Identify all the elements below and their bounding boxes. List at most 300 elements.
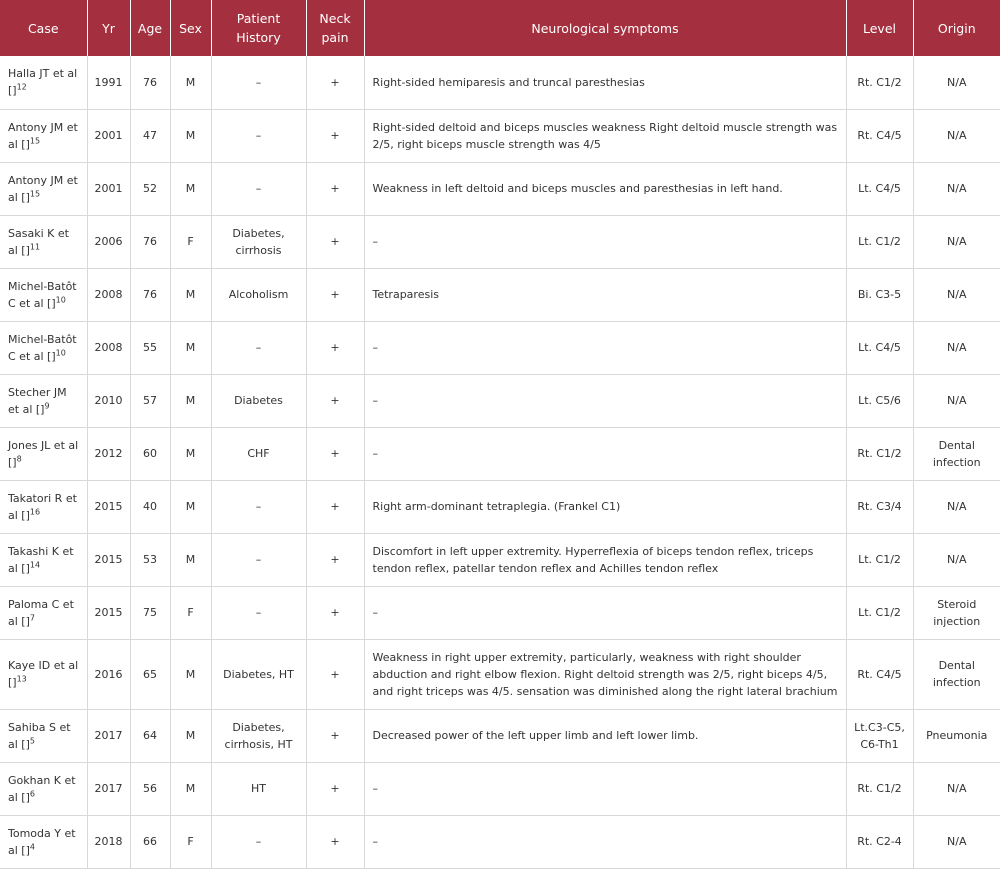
table-row: [0, 321, 1000, 374]
cell-year: [87, 639, 130, 709]
cell-neck-pain-text: +: [330, 447, 340, 460]
cell-sex: [170, 815, 211, 868]
cell-case: [0, 427, 87, 480]
reference-number[interactable]: 5: [29, 735, 35, 745]
cell-year: [87, 56, 130, 109]
cell-neck-pain: [306, 533, 364, 586]
cell-age: [130, 709, 170, 762]
reference-number[interactable]: 8: [16, 453, 22, 463]
cell-year-text: 2001: [94, 182, 123, 195]
cell-year: [87, 109, 130, 162]
cell-symptoms-text: –: [372, 341, 378, 354]
cell-origin-text: N/A: [947, 341, 967, 354]
cell-year: [87, 215, 130, 268]
cell-symptoms: [364, 533, 846, 586]
cell-symptoms-text: –: [372, 235, 378, 248]
cell-age-text: 65: [143, 667, 157, 681]
cell-origin-text: Steroid injection: [933, 597, 981, 628]
cell-year-text: 2001: [94, 129, 123, 142]
cell-level: [846, 533, 913, 586]
cell-neck-pain-text: +: [330, 129, 340, 142]
cell-case: [0, 639, 87, 709]
cell-patient-history: [211, 56, 306, 109]
cell-patient-history: [211, 109, 306, 162]
cell-year: [87, 709, 130, 762]
cell-symptoms-text: Right arm-dominant tetraplegia. (Frankel C1): [372, 500, 621, 513]
cell-year-text: 2008: [94, 341, 123, 354]
cell-age-text: 52: [143, 182, 157, 195]
cell-age-text: 76: [143, 235, 157, 248]
cell-age-text: 66: [143, 835, 157, 848]
cell-sex: [170, 533, 211, 586]
cell-year-text: 2012: [94, 447, 123, 460]
cell-case: [0, 815, 87, 868]
cell-sex: [170, 56, 211, 109]
cell-year-text: 2018: [94, 835, 123, 848]
table-header: [0, 0, 1000, 56]
reference-number[interactable]: 15: [29, 135, 41, 145]
table-row: [0, 639, 1000, 709]
cell-sex-text: M: [185, 75, 196, 89]
cell-symptoms-text: Tetraparesis: [372, 288, 439, 301]
cell-level-text: Rt. C1/2: [857, 75, 902, 89]
cell-origin: [913, 815, 1000, 868]
cell-year-text: 2008: [94, 288, 123, 301]
cell-patient-history-text: –: [255, 129, 262, 142]
cell-level-text: Rt. C4/5: [857, 129, 902, 142]
cell-year: [87, 427, 130, 480]
reference-number[interactable]: 13: [16, 674, 27, 684]
cell-case: [0, 162, 87, 215]
cell-level: [846, 639, 913, 709]
cell-year-text: 2015: [94, 500, 123, 513]
cell-neck-pain: [306, 374, 364, 427]
table-body: [0, 56, 1000, 868]
cell-age-text: 57: [143, 394, 157, 407]
table-row: [0, 109, 1000, 162]
cell-sex: [170, 215, 211, 268]
cell-age: [130, 268, 170, 321]
cell-level: [846, 215, 913, 268]
cell-year-text: 1991: [94, 75, 123, 89]
cell-symptoms: [364, 162, 846, 215]
cell-case-text: Sasaki K et al []: [8, 226, 69, 257]
cell-origin-text: N/A: [947, 288, 967, 301]
cell-year-text: 2010: [94, 394, 123, 407]
cell-neck-pain-text: +: [330, 288, 340, 301]
cell-symptoms: [364, 215, 846, 268]
cell-sex-text: M: [185, 729, 196, 742]
cell-sex: [170, 586, 211, 639]
cell-symptoms-text: Weakness in left deltoid and biceps muscles and paresthesias in left hand.: [372, 182, 783, 195]
cell-neck-pain: [306, 639, 364, 709]
cell-level-text: Rt. C4/5: [857, 667, 902, 681]
cell-symptoms: [364, 480, 846, 533]
cell-patient-history: [211, 427, 306, 480]
cell-patient-history: [211, 533, 306, 586]
cell-case: [0, 709, 87, 762]
reference-number[interactable]: 16: [29, 506, 41, 516]
cell-symptoms: [364, 815, 846, 868]
cell-neck-pain-text: +: [330, 394, 340, 407]
cell-age: [130, 321, 170, 374]
table-row: [0, 815, 1000, 868]
cell-level: [846, 815, 913, 868]
reference-number[interactable]: 10: [55, 294, 66, 304]
cell-origin-text: N/A: [947, 182, 967, 195]
cell-case-text: Halla JT et al []: [8, 67, 78, 98]
cell-age-text: 53: [143, 553, 157, 566]
cell-sex-text: M: [185, 500, 196, 513]
cell-patient-history: [211, 762, 306, 815]
cell-year: [87, 815, 130, 868]
cell-sex: [170, 268, 211, 321]
cell-patient-history-text: –: [255, 75, 262, 89]
cell-neck-pain: [306, 480, 364, 533]
header-symptoms: Neurological symptoms: [364, 0, 846, 56]
cell-age: [130, 374, 170, 427]
table-row: [0, 162, 1000, 215]
cell-case-text: Stecher JM et al []: [8, 385, 67, 416]
cell-symptoms-text: –: [372, 447, 378, 460]
cell-neck-pain-text: +: [330, 606, 340, 619]
cell-level-text: Lt. C1/2: [858, 553, 901, 566]
cell-patient-history: [211, 268, 306, 321]
cell-case: [0, 215, 87, 268]
table-row: [0, 56, 1000, 109]
cell-case-text: Paloma C et al []: [8, 597, 74, 628]
cell-symptoms: [364, 56, 846, 109]
cell-neck-pain-text: +: [330, 500, 340, 513]
cell-neck-pain: [306, 56, 364, 109]
cell-symptoms: [364, 109, 846, 162]
reference-number[interactable]: 11: [29, 241, 41, 251]
cell-symptoms: [364, 709, 846, 762]
cell-origin: [913, 374, 1000, 427]
cell-year-text: 2006: [94, 235, 123, 248]
table-row: [0, 268, 1000, 321]
cell-level: [846, 427, 913, 480]
header-level: Level: [846, 0, 913, 56]
cell-level: [846, 709, 913, 762]
cell-sex-text: M: [185, 553, 196, 566]
cell-age: [130, 480, 170, 533]
cell-level-text: Rt. C2-4: [857, 835, 902, 848]
cell-symptoms: [364, 639, 846, 709]
cell-neck-pain: [306, 709, 364, 762]
cell-origin: [913, 268, 1000, 321]
cell-case-text: Michel-Batôt C et al []: [8, 279, 77, 310]
cell-symptoms: [364, 762, 846, 815]
cell-symptoms: [364, 374, 846, 427]
table-row: [0, 762, 1000, 815]
cell-case: [0, 321, 87, 374]
cell-symptoms: [364, 268, 846, 321]
cell-sex: [170, 162, 211, 215]
cell-sex-text: F: [187, 235, 194, 248]
cell-age-text: 64: [143, 729, 157, 742]
cell-neck-pain: [306, 815, 364, 868]
cell-patient-history-text: –: [255, 182, 262, 195]
table-row: [0, 586, 1000, 639]
cell-case-text: Michel-Batôt C et al []: [8, 332, 77, 363]
cell-age-text: 40: [143, 500, 157, 513]
header-neck-pain: [306, 0, 364, 56]
cell-origin: [913, 56, 1000, 109]
cell-patient-history-text: Diabetes: [234, 394, 283, 407]
cell-origin: [913, 215, 1000, 268]
cell-level: [846, 374, 913, 427]
cell-symptoms-text: Decreased power of the left upper limb and left lower limb.: [372, 729, 699, 742]
cell-sex: [170, 321, 211, 374]
cell-symptoms-text: –: [372, 606, 378, 619]
cell-sex-text: M: [185, 288, 196, 301]
cell-origin-text: N/A: [947, 782, 967, 795]
cell-symptoms-text: Right-sided hemiparesis and truncal paresthesias: [372, 75, 645, 89]
cell-case: [0, 762, 87, 815]
cell-origin-text: N/A: [947, 394, 967, 407]
cell-origin-text: Pneumonia: [926, 729, 988, 742]
cell-patient-history-text: Diabetes, HT: [223, 667, 294, 681]
reference-number[interactable]: 14: [29, 559, 41, 569]
cell-level: [846, 162, 913, 215]
cell-level-text: Rt. C1/2: [857, 447, 902, 460]
cell-year-text: 2015: [94, 606, 123, 619]
cell-age-text: 47: [143, 129, 157, 142]
cell-level-text: Lt. C1/2: [858, 606, 901, 619]
cell-neck-pain-text: +: [330, 182, 340, 195]
cell-age: [130, 762, 170, 815]
cell-symptoms: [364, 427, 846, 480]
reference-number[interactable]: 12: [16, 82, 27, 92]
cell-sex-text: M: [185, 394, 196, 407]
reference-number[interactable]: 6: [29, 788, 35, 798]
cell-year-text: 2017: [94, 729, 123, 742]
cell-origin: [913, 321, 1000, 374]
cell-case-text: Antony JM et al []: [8, 120, 78, 151]
cell-neck-pain: [306, 321, 364, 374]
reference-number[interactable]: 7: [29, 612, 35, 622]
cell-neck-pain: [306, 762, 364, 815]
cell-neck-pain-text: +: [330, 75, 340, 89]
cell-origin-text: N/A: [947, 553, 967, 566]
cell-origin-text: N/A: [947, 835, 967, 848]
cell-origin: [913, 533, 1000, 586]
cell-sex: [170, 762, 211, 815]
reference-number[interactable]: 9: [44, 400, 50, 410]
cell-year-text: 2017: [94, 782, 123, 795]
table-row: [0, 709, 1000, 762]
cell-patient-history-text: –: [255, 606, 262, 619]
cell-age-text: 76: [143, 288, 157, 301]
cell-year: [87, 533, 130, 586]
header-year: Yr: [87, 0, 130, 56]
cell-age-text: 56: [143, 782, 157, 795]
header-history-line2: History: [236, 30, 281, 45]
cell-neck-pain: [306, 162, 364, 215]
cell-origin: [913, 709, 1000, 762]
cell-sex: [170, 709, 211, 762]
cell-age: [130, 56, 170, 109]
cell-case: [0, 109, 87, 162]
cell-level: [846, 56, 913, 109]
cell-case-text: Sahiba S et al []: [8, 720, 71, 751]
cell-sex-text: F: [187, 835, 194, 848]
cell-neck-pain: [306, 427, 364, 480]
cell-patient-history: [211, 215, 306, 268]
cell-age: [130, 586, 170, 639]
cell-age: [130, 215, 170, 268]
cell-origin-text: N/A: [947, 500, 967, 513]
cell-sex-text: M: [185, 782, 196, 795]
cell-age-text: 75: [143, 606, 157, 619]
cell-sex-text: M: [185, 182, 196, 195]
cell-level: [846, 586, 913, 639]
cell-level: [846, 109, 913, 162]
cell-level-text: Lt. C4/5: [858, 182, 901, 195]
cell-year-text: 2015: [94, 553, 123, 566]
cell-patient-history-text: Alcoholism: [228, 288, 289, 301]
cell-age-text: 55: [143, 341, 157, 354]
cell-neck-pain: [306, 215, 364, 268]
cell-origin-text: N/A: [947, 75, 967, 89]
cell-age-text: 60: [143, 447, 157, 460]
cell-origin-text: N/A: [947, 129, 967, 142]
cell-sex-text: M: [185, 129, 196, 142]
cell-case: [0, 533, 87, 586]
cell-patient-history-text: Diabetes, cirrhosis: [232, 226, 285, 257]
table-row: [0, 374, 1000, 427]
cell-year: [87, 480, 130, 533]
cell-level-text: Lt. C1/2: [858, 235, 901, 248]
cell-age: [130, 427, 170, 480]
cell-neck-pain-text: +: [330, 782, 340, 795]
cell-age: [130, 109, 170, 162]
cell-origin: [913, 109, 1000, 162]
header-neck-line2: pain: [321, 30, 349, 45]
cell-age-text: 76: [143, 75, 157, 89]
cell-age: [130, 639, 170, 709]
cell-neck-pain-text: +: [330, 835, 340, 848]
cell-year: [87, 162, 130, 215]
cell-patient-history-text: HT: [251, 782, 266, 795]
reference-number[interactable]: 4: [29, 841, 35, 851]
cell-sex: [170, 639, 211, 709]
cell-sex-text: F: [187, 606, 194, 619]
cell-sex-text: M: [185, 447, 196, 460]
cell-patient-history-text: –: [255, 553, 262, 566]
cell-level-text: Rt. C3/4: [857, 500, 902, 513]
cell-patient-history: [211, 374, 306, 427]
cell-symptoms-text: –: [372, 394, 378, 407]
cell-sex-text: M: [185, 341, 196, 354]
cell-origin: [913, 586, 1000, 639]
cell-year-text: 2016: [94, 667, 123, 681]
cell-origin-text: Dental infection: [932, 659, 981, 689]
reference-number[interactable]: 10: [55, 347, 66, 357]
cell-patient-history-text: –: [255, 341, 262, 354]
cell-level: [846, 762, 913, 815]
cell-patient-history: [211, 162, 306, 215]
cell-neck-pain-text: +: [330, 667, 340, 681]
cell-patient-history: [211, 639, 306, 709]
cell-level: [846, 480, 913, 533]
cell-symptoms-text: Discomfort in left upper extremity. Hyperreflexia of biceps tendon reflex, triceps tendon reflex, patellar tendon reflex and Achilles tendon reflex: [372, 544, 814, 575]
cell-symptoms-text: Right-sided deltoid and biceps muscles weakness Right deltoid muscle strength was 2/5, right biceps muscle strength was 4/5: [372, 120, 838, 151]
cell-patient-history: [211, 586, 306, 639]
cell-case-text: Takashi K et al []: [8, 544, 74, 575]
cell-case-text: Kaye ID et al []: [8, 659, 79, 689]
cell-case-text: Gokhan K et al []: [8, 773, 76, 804]
cell-sex: [170, 427, 211, 480]
cell-neck-pain-text: +: [330, 553, 340, 566]
cell-neck-pain-text: +: [330, 341, 340, 354]
cell-level-text: Rt. C1/2: [857, 782, 902, 795]
cell-symptoms: [364, 321, 846, 374]
cell-origin: [913, 639, 1000, 709]
cell-neck-pain: [306, 268, 364, 321]
cell-origin-text: N/A: [947, 235, 967, 248]
cell-level-text: Lt. C5/6: [858, 394, 901, 407]
header-neck-line1: Neck: [319, 11, 351, 26]
cell-origin: [913, 427, 1000, 480]
header-case: Case: [0, 0, 87, 56]
cell-year: [87, 268, 130, 321]
cell-age: [130, 815, 170, 868]
cell-case: [0, 480, 87, 533]
reference-number[interactable]: 15: [29, 188, 41, 198]
table-row: [0, 480, 1000, 533]
cell-symptoms: [364, 586, 846, 639]
cell-age: [130, 533, 170, 586]
cell-origin: [913, 162, 1000, 215]
header-origin: Origin: [913, 0, 1000, 56]
cell-neck-pain-text: +: [330, 235, 340, 248]
cell-patient-history-text: –: [255, 835, 262, 848]
cell-symptoms-text: –: [372, 782, 378, 795]
cell-patient-history: [211, 321, 306, 374]
cell-sex-text: M: [185, 667, 196, 681]
cell-neck-pain-text: +: [330, 729, 340, 742]
cell-sex: [170, 374, 211, 427]
cell-symptoms-text: Weakness in right upper extremity, particularly, weakness with right shoulder abduction and right elbow flexion. Right deltoid strength was 2/5, right biceps 4/5, and right triceps was 4/5. sensation was diminished along the right lateral brachium: [372, 650, 838, 698]
cell-year: [87, 586, 130, 639]
cell-origin: [913, 762, 1000, 815]
header-history-line1: Patient: [236, 11, 281, 26]
cell-origin-text: Dental infection: [932, 438, 981, 469]
cell-neck-pain: [306, 109, 364, 162]
cell-patient-history: [211, 709, 306, 762]
header-patient-history: [211, 0, 306, 56]
cell-level-text: Bi. C3-5: [857, 288, 902, 301]
table-row: [0, 215, 1000, 268]
cell-case-text: Jones JL et al []: [8, 438, 79, 469]
cell-year: [87, 321, 130, 374]
cell-case-text: Antony JM et al []: [8, 173, 78, 204]
cell-case: [0, 586, 87, 639]
cell-patient-history-text: –: [255, 500, 262, 513]
cell-case: [0, 374, 87, 427]
cell-origin: [913, 480, 1000, 533]
cell-level-text: Lt.C3-C5, C6-Th1: [854, 720, 905, 751]
cell-level: [846, 268, 913, 321]
cell-case: [0, 268, 87, 321]
cell-level: [846, 321, 913, 374]
cell-patient-history: [211, 480, 306, 533]
cell-case-text: Takatori R et al []: [8, 491, 77, 522]
table-row: [0, 427, 1000, 480]
header-sex: Sex: [170, 0, 211, 56]
